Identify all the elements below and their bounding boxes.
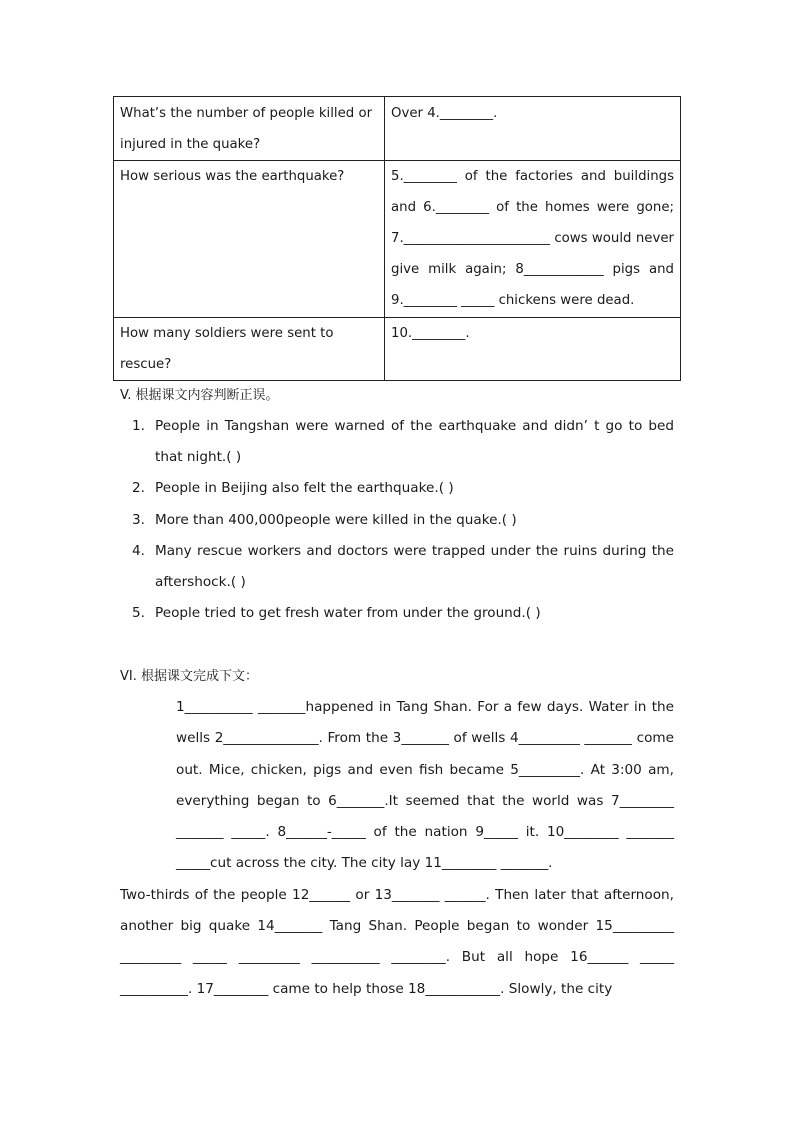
section-5-heading: V. 根据课文内容判断正误。 <box>120 388 279 403</box>
question-cell: What’s the number of people killed or injured in the quake? <box>114 97 385 161</box>
answer-cell: Over 4.________. <box>385 97 681 161</box>
question-cell: How many soldiers were sent to rescue? <box>114 318 385 381</box>
section-6-heading: VI. 根据课文完成下文： <box>120 669 258 684</box>
item-text: People in Beijing also felt the earthquake.( ) <box>155 480 454 497</box>
earthquake-facts-table <box>113 96 681 381</box>
list-item <box>120 473 674 504</box>
passage-paragraph: Two-thirds of the people 12______ or 13_______ ______. Then later that afternoon, another big quake 14_______ Tang Shan. People began to wonder 15_________ _________ _____ _________ __________ ________. But all hope 16______ _____ __________. 17________ came to help those 18___________. Slowly, the city <box>120 886 674 997</box>
item-number: 1. <box>132 418 145 434</box>
answer-cell: 5.________ of the factories and buildings and 6.________ of the homes were gone; 7.______________________ cows would never give milk again; 8____________ pigs and 9.________ _____ chickens were dead. <box>385 161 681 318</box>
item-text: People tried to get fresh water from under the ground.( ) <box>155 605 541 622</box>
table-row <box>114 161 681 318</box>
item-number: 4. <box>132 542 145 559</box>
passage-paragraph: 1__________ _______happened in Tang Shan. For a few days. Water in the wells 2______________. From the 3_______ of wells 4_________ _______ come out. Mice, chicken, pigs and even fish became 5_________. At 3:00 am, everything began to 6_______.It seemed that the world was 7________ _______ _____. 8______-_____ of the nation 9_____ it. 10________ _______ _____cut across the city. The city lay 11________ _______. <box>176 699 674 872</box>
item-text: People in Tangshan were warned of the earthquake and didn’ t go to bed that night.( ) <box>155 418 674 466</box>
list-item <box>120 505 674 536</box>
table-row <box>114 318 681 381</box>
cloze-passage <box>120 692 674 1005</box>
item-number: 2. <box>132 480 145 497</box>
true-false-list <box>120 411 674 629</box>
table-row <box>114 97 681 161</box>
list-item <box>120 598 674 629</box>
answer-cell: 10.________. <box>385 318 681 381</box>
item-text: More than 400,000people were killed in the quake.( ) <box>155 511 517 528</box>
item-number: 3. <box>132 511 145 528</box>
item-text: Many rescue workers and doctors were trapped under the ruins during the aftershock.( ) <box>155 542 674 591</box>
list-item <box>120 536 674 598</box>
item-number: 5. <box>132 605 145 622</box>
question-cell: How serious was the earthquake? <box>114 161 385 318</box>
list-item <box>120 411 674 473</box>
